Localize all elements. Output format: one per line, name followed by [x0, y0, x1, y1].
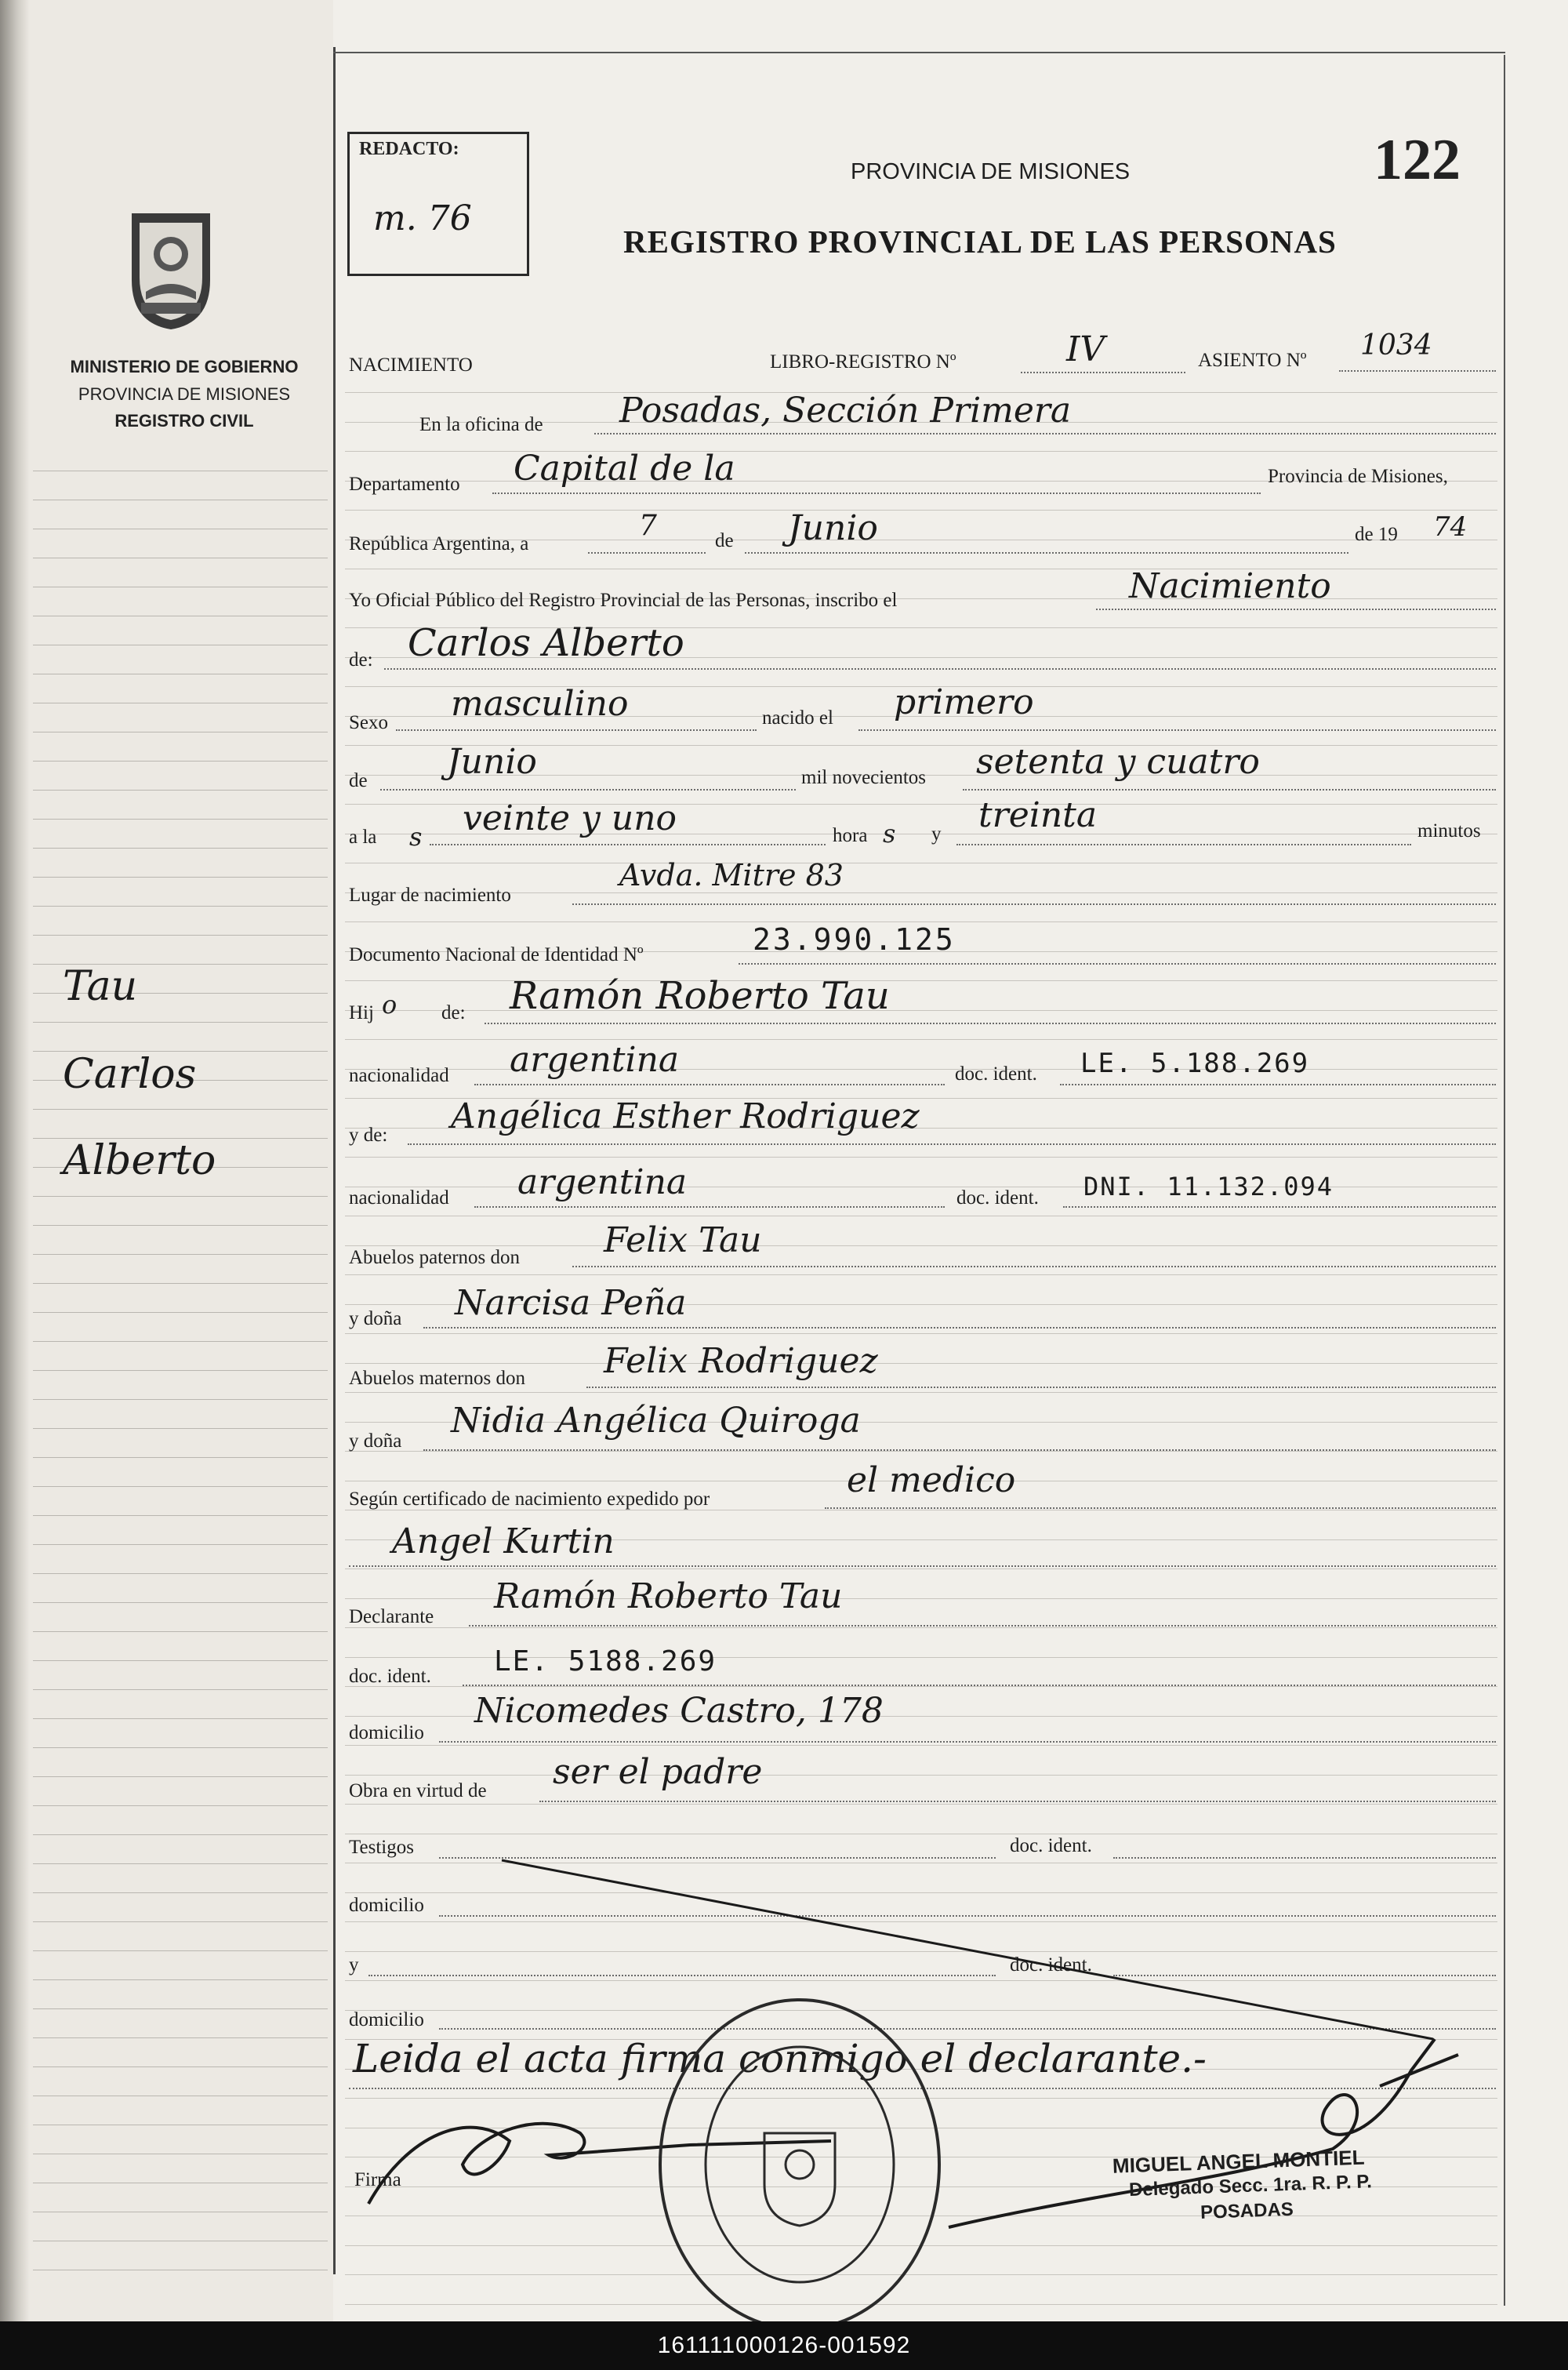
form-rule-line	[345, 1627, 1497, 1628]
sidebar-ministry: MINISTERIO DE GOBIERNO	[70, 357, 299, 376]
ala-label: a la	[349, 827, 377, 848]
margin-rule-line	[33, 877, 328, 878]
doc1-line	[1060, 1084, 1496, 1085]
libro-line	[1021, 372, 1185, 373]
margin-rule-line	[33, 1979, 328, 1980]
cert-line	[825, 1507, 1496, 1509]
doct1-label: doc. ident.	[1010, 1835, 1092, 1856]
cert-label: Según certificado de nacimiento expedido por	[349, 1489, 710, 1510]
libro-value: IV	[1066, 329, 1105, 369]
nac1-line	[474, 1084, 945, 1085]
form-rule-line	[345, 1451, 1497, 1452]
doct1-line	[1113, 1857, 1496, 1859]
horas-line	[430, 844, 826, 845]
anio-value: 74	[1433, 511, 1468, 543]
redacto-box	[347, 132, 529, 276]
doc2-value: DNI. 11.132.094	[1083, 1172, 1334, 1201]
obra-value: ser el padre	[553, 1752, 763, 1792]
book-spine	[0, 0, 30, 2321]
y2-line	[368, 1975, 996, 1976]
redacto-label: REDACTO:	[359, 139, 459, 159]
form-rule-line	[345, 1804, 1497, 1805]
libro-label: LIBRO-REGISTRO Nº	[770, 351, 956, 373]
provincia-suffix: Provincia de Misiones,	[1268, 466, 1448, 487]
cancellation-stroke	[502, 1860, 1433, 2039]
margin-rule-line	[33, 1631, 328, 1632]
padre-line	[485, 1023, 1496, 1024]
abp-don-line	[572, 1266, 1496, 1267]
domt1-line	[439, 1915, 1496, 1917]
margin-rule-line	[33, 1341, 328, 1342]
leida-line	[349, 2088, 1496, 2089]
doct2-line	[1113, 1975, 1496, 1976]
horas-label: hora	[833, 825, 868, 846]
dia-line	[588, 552, 706, 554]
leida-statement: Leida el acta firma conmigo el declarante.-	[353, 2036, 1207, 2081]
de-label: de	[715, 530, 734, 551]
yo-value: Nacimiento	[1129, 566, 1331, 606]
domicilio-label: domicilio	[349, 1722, 424, 1743]
margin-rule-line	[33, 761, 328, 762]
y2-label: y	[349, 1954, 359, 1976]
departamento-value: Capital de la	[514, 449, 735, 489]
margin-rule-line	[33, 1660, 328, 1661]
asiento-line	[1339, 370, 1496, 372]
declarante-line	[469, 1625, 1496, 1627]
doc1-label: doc. ident.	[955, 1063, 1037, 1085]
form-rule-line	[345, 2010, 1497, 2011]
nacido-line	[858, 729, 1496, 731]
margin-rule-line	[33, 1921, 328, 1922]
madre-line	[408, 1143, 1496, 1145]
margin-divider	[333, 47, 336, 2274]
margin-rule-line	[33, 1834, 328, 1835]
margin-rule-line	[33, 1254, 328, 1255]
republica-label: República Argentina, a	[349, 533, 529, 554]
official-city: POSADAS	[1200, 2198, 1294, 2223]
anio-prefix: de 19	[1355, 524, 1398, 545]
minutos-label: minutos	[1417, 820, 1481, 841]
nacido-label: nacido el	[762, 707, 833, 729]
asiento-label: ASIENTO Nº	[1198, 350, 1307, 371]
margin-rule-line	[33, 819, 328, 820]
de4-label: de:	[441, 1002, 466, 1023]
minutos-line	[956, 844, 1411, 845]
docdecl-value: LE. 5188.269	[494, 1645, 717, 1678]
nac1-value: argentina	[510, 1040, 680, 1080]
margin-rule-line	[33, 1370, 328, 1371]
abp-don: Felix Tau	[604, 1220, 762, 1260]
doc2-line	[1063, 1206, 1496, 1208]
oficina-label: En la oficina de	[419, 414, 543, 435]
form-rule-line	[345, 1921, 1497, 1922]
abm-dona: Nidia Angélica Quiroga	[451, 1401, 861, 1441]
obra-line	[539, 1801, 1496, 1802]
margin-rule-line	[33, 2008, 328, 2009]
document-code-strip	[0, 2321, 1568, 2370]
testigos-line	[439, 1857, 996, 1859]
de3-label: de	[349, 770, 368, 791]
doct2-label: doc. ident.	[1010, 1954, 1092, 1976]
form-rule-line	[345, 892, 1497, 893]
lugar-value: Avda. Mitre 83	[619, 858, 844, 892]
nacido-value: primero	[894, 682, 1034, 722]
form-rule-line	[345, 2274, 1497, 2275]
asiento-value: 1034	[1360, 329, 1432, 362]
obra-label: Obra en virtud de	[349, 1780, 487, 1801]
testigos-label: Testigos	[349, 1837, 414, 1858]
domicilio-value: Nicomedes Castro, 178	[474, 1691, 884, 1731]
form-rule-line	[345, 1157, 1497, 1158]
margin-rule-line	[33, 1544, 328, 1545]
sidebar-province: PROVINCIA DE MISIONES	[78, 384, 291, 404]
form-rule-line	[345, 1274, 1497, 1275]
official-name: MIGUEL ANGEL MONTIEL	[1112, 2145, 1365, 2178]
dni-value: 23.990.125	[753, 922, 956, 957]
yo-label: Yo Oficial Público del Registro Provincial de las Personas, inscribo el	[349, 590, 898, 611]
form-rule-line	[345, 1775, 1497, 1776]
sexo-value: masculino	[451, 684, 629, 724]
abp-dona: Narcisa Peña	[455, 1283, 687, 1323]
form-rule-line	[345, 1333, 1497, 1334]
domicilio-line	[439, 1741, 1496, 1743]
form-rule-line	[345, 1392, 1497, 1393]
form-rule-line	[345, 1745, 1497, 1746]
departamento-line	[492, 493, 1261, 494]
official-title: Delegado Secc. 1ra. R. P. P.	[1128, 2171, 1373, 2201]
horas-suffix: s	[883, 819, 896, 849]
margin-rule-line	[33, 1689, 328, 1690]
cert-value: el medico	[847, 1460, 1016, 1500]
margin-rule-line	[33, 1399, 328, 1400]
ydona2-label: y doña	[349, 1430, 402, 1452]
mil-line	[963, 789, 1496, 791]
margin-surname: Tau	[63, 963, 138, 1010]
abp-dona-line	[423, 1327, 1496, 1329]
docdecl-line	[463, 1685, 1496, 1686]
margin-rule-line	[33, 2066, 328, 2067]
margin-rule-line	[33, 1312, 328, 1313]
hij-label: Hij	[349, 1002, 374, 1023]
docdecl-label: doc. ident.	[349, 1666, 431, 1687]
margin-rule-line	[33, 1022, 328, 1023]
cert-value-2: Angel Kurtin	[392, 1521, 615, 1561]
margin-name-first: Carlos	[63, 1051, 197, 1098]
yo-line	[1096, 609, 1496, 610]
province-seal-icon	[124, 205, 218, 331]
mes-line	[745, 552, 1348, 554]
form-rule-line	[345, 1568, 1497, 1569]
margin-rule-line	[33, 1863, 328, 1864]
form-rule-line	[345, 510, 1497, 511]
form-rule-line	[345, 1686, 1497, 1687]
y-label: y	[931, 823, 942, 845]
margin-rule-line	[33, 1892, 328, 1893]
margin-rule-line	[33, 790, 328, 791]
mil-label: mil novecientos	[801, 767, 926, 788]
frame-right-border	[1504, 55, 1505, 2306]
sexo-line	[396, 729, 757, 731]
margin-rule-line	[33, 1573, 328, 1574]
nac2-line	[474, 1206, 945, 1208]
abm-label: Abuelos maternos don	[349, 1368, 525, 1389]
declarant-signature	[368, 2124, 831, 2204]
form-rule-line	[345, 2098, 1497, 2099]
doc1-value: LE. 5.188.269	[1080, 1048, 1310, 1079]
redacto-value: m. 76	[373, 198, 472, 238]
form-rule-line	[345, 1245, 1497, 1246]
margin-rule-line	[33, 848, 328, 849]
form-rule-line	[345, 1363, 1497, 1364]
declarante-label: Declarante	[349, 1606, 434, 1627]
mil-value: setenta y cuatro	[976, 742, 1260, 782]
margin-rule-line	[33, 2037, 328, 2038]
dni-label: Documento Nacional de Identidad Nº	[349, 944, 644, 965]
cert-line-2	[349, 1565, 1496, 1567]
mes-value: Junio	[788, 508, 878, 548]
de2-label: de:	[349, 649, 373, 671]
sexo-label: Sexo	[349, 712, 388, 733]
nombre-line	[384, 668, 1496, 670]
margin-rule-line	[33, 1225, 328, 1226]
abp-label: Abuelos paternos don	[349, 1247, 521, 1268]
padre-value: Ramón Roberto Tau	[510, 974, 890, 1018]
frame-top-border	[333, 52, 1505, 53]
margin-rule-line	[33, 1718, 328, 1719]
ydona1-label: y doña	[349, 1308, 402, 1329]
mes2-value: Junio	[447, 742, 537, 782]
margin-rule-line	[33, 1283, 328, 1284]
margin-rule-line	[33, 1486, 328, 1487]
margin-rule-line	[33, 1457, 328, 1458]
declarante-value: Ramón Roberto Tau	[494, 1576, 843, 1616]
nac2-label: nacionalidad	[349, 1187, 449, 1209]
margin-name-second: Alberto	[63, 1137, 216, 1184]
ala-suffix: s	[409, 822, 423, 852]
nacimiento-label: NACIMIENTO	[349, 354, 473, 376]
margin-rule-line	[33, 1747, 328, 1748]
margin-rule-line	[33, 1776, 328, 1777]
form-rule-line	[345, 1980, 1497, 1981]
minutos-value: treinta	[978, 795, 1098, 835]
horas-value: veinte y uno	[463, 798, 677, 838]
dia-value: 7	[639, 510, 657, 542]
firma-label: Firma	[354, 2169, 401, 2190]
margin-rule-line	[33, 1515, 328, 1516]
nac1-label: nacionalidad	[349, 1065, 449, 1086]
nombre-value: Carlos Alberto	[408, 621, 684, 665]
yde-label: y de:	[349, 1125, 388, 1146]
form-rule-line	[345, 1892, 1497, 1893]
official-stamp	[1112, 2144, 1373, 2228]
abm-don: Felix Rodriguez	[604, 1341, 878, 1381]
departamento-label: Departamento	[349, 474, 460, 495]
domt2-line	[439, 2028, 1496, 2030]
margin-rule-line	[33, 935, 328, 936]
margin-rule-line	[33, 1602, 328, 1603]
abm-don-line	[586, 1387, 1496, 1388]
margin-rule-line	[33, 1428, 328, 1429]
nac2-value: argentina	[517, 1162, 688, 1202]
sidebar-registro: REGISTRO CIVIL	[114, 411, 254, 431]
lugar-label: Lugar de nacimiento	[349, 885, 511, 906]
mes2-line	[380, 789, 796, 791]
oficina-line	[594, 433, 1496, 434]
madre-value: Angélica Esther Rodriguez	[451, 1096, 920, 1136]
margin-rule-line	[33, 1950, 328, 1951]
registry-heading: REGISTRO PROVINCIAL DE LAS PERSONAS	[623, 224, 1337, 260]
doc2-label: doc. ident.	[956, 1187, 1039, 1209]
domt1-label: domicilio	[349, 1895, 424, 1916]
domt2-label: domicilio	[349, 2009, 424, 2030]
oficina-value: Posadas, Sección Primera	[619, 391, 1072, 431]
hij-suffix: o	[382, 990, 397, 1020]
lugar-line	[572, 903, 1496, 905]
abm-dona-line	[423, 1449, 1496, 1451]
form-rule-line	[345, 2245, 1497, 2246]
folio-number: 122	[1374, 128, 1461, 192]
margin-rule-line	[33, 1109, 328, 1110]
margin-rule-line	[33, 1196, 328, 1197]
margin-rule-line	[33, 906, 328, 907]
form-rule-line	[345, 1951, 1497, 1952]
province-heading: PROVINCIA DE MISIONES	[851, 159, 1131, 184]
form-rule-line	[345, 2304, 1497, 2305]
document-code: 161111000126-001592	[657, 2332, 911, 2358]
dni-line	[739, 963, 1496, 965]
margin-rule-line	[33, 1805, 328, 1806]
